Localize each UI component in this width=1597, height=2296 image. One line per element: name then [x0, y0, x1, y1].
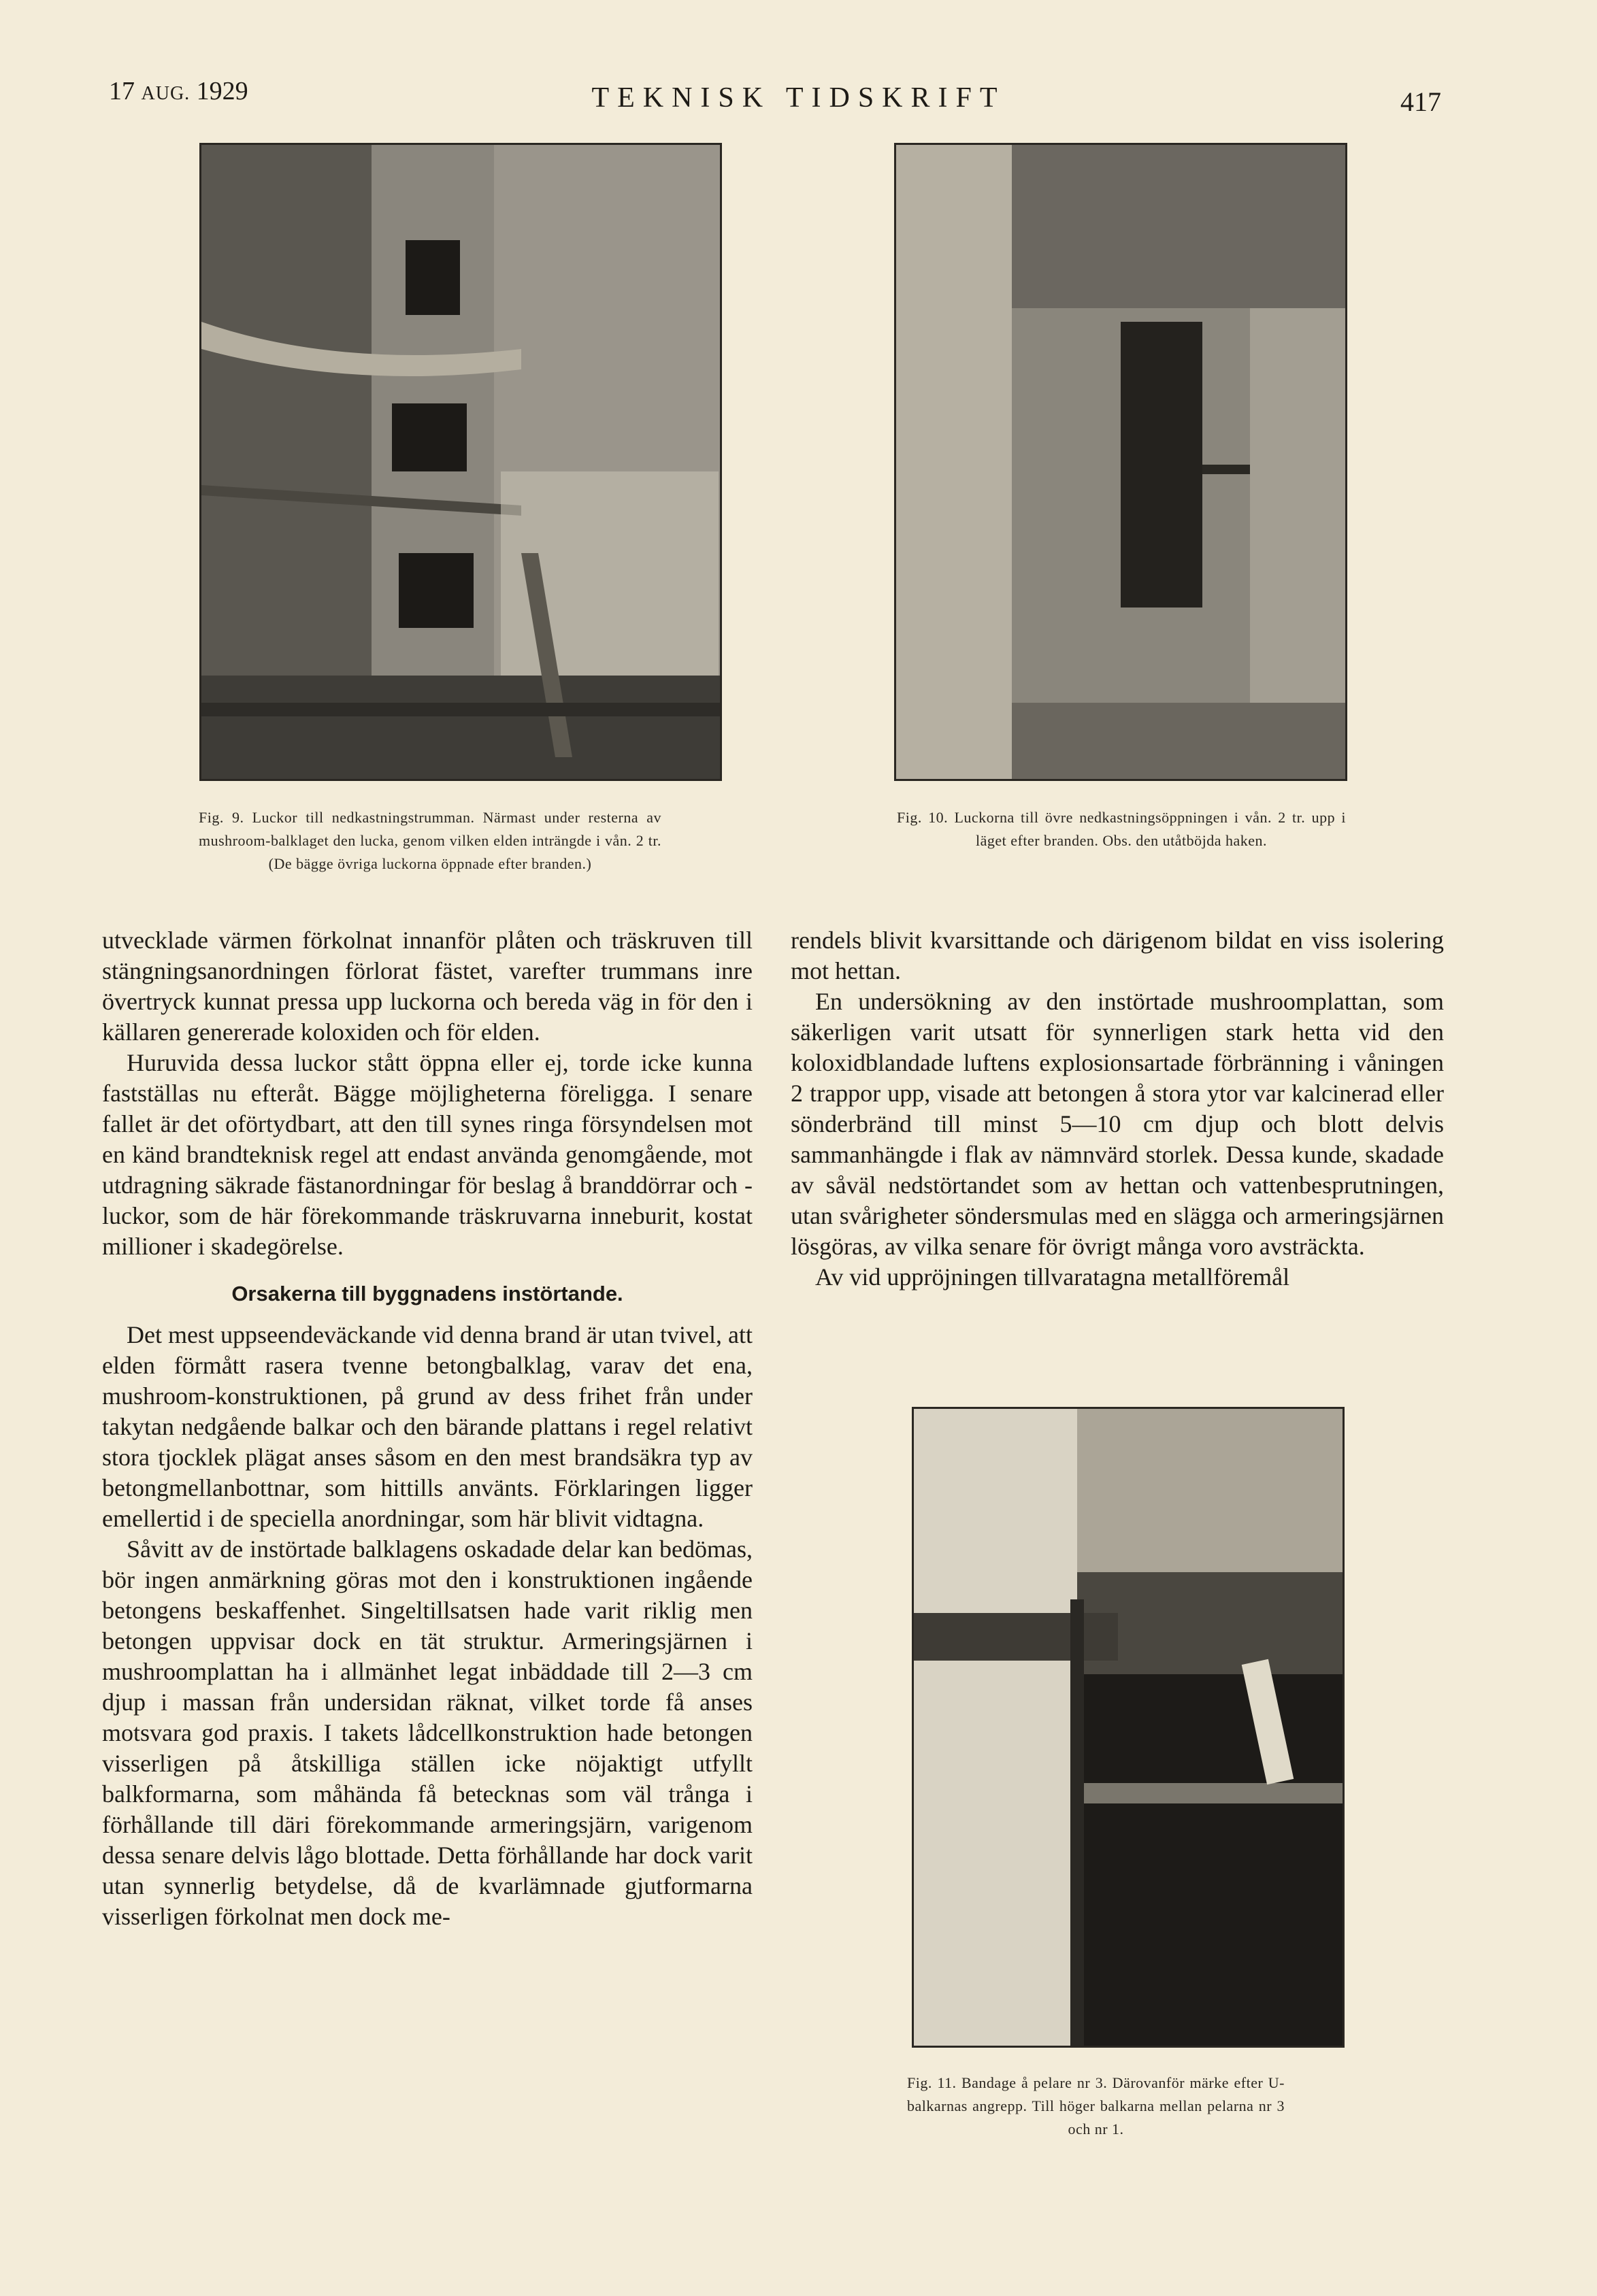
- date-month: AUG.: [141, 83, 191, 104]
- right-column: [791, 925, 1444, 1293]
- figure-9-photo: [199, 143, 722, 781]
- paragraph: Såvitt av de instörtade balklagens oskadade delar kan bedömas, bör ingen anmärkning göras mot den i konstruktionen ingående betongens beskaffenhet. Singeltillsatsen hade varit riklig men betongen uppvisar dock en tät struktur. Armeringsjärnen i mushroomplattan ha i allmänhet legat inbäddade till 2—3 cm djup i massan från undersidan räknat, vilket torde få anses motsvara god praxis. I takets lådcellkonstruktion hade betongen visserligen på åtskilliga ställen icke nöjaktigt utfyllt balkformarna, som måhända få betecknas som väl trånga i förhållande till däri förekommande armeringsjärn, varigenom dessa senare delvis lågo blottade. Detta förhållande har dock varit utan synnerlig betydelse, då de kvarlämnade gjutformarna visserligen förkolnat men dock me-: [102, 1535, 753, 1930]
- page-number: 417: [1400, 86, 1441, 117]
- date-day: 17: [109, 77, 135, 105]
- figure-9-caption: Fig. 9. Luckor till nedkastningstrumman. Närmast under resterna av mushroom-balklaget den lucka, genom vilken elden inträngde i vån. 2 tr. (De bägge övriga luckorna öppnade efter branden.): [199, 809, 661, 872]
- journal-title: TEKNISK TIDSKRIFT: [591, 82, 1006, 114]
- figure-11-photo: [912, 1407, 1345, 2048]
- section-heading: Orsakerna till byggnadens instörtande.: [231, 1282, 623, 1305]
- date-year: 1929: [196, 77, 248, 105]
- paragraph: En undersökning av den instörtade mushroomplattan, som säkerligen varit utsatt för synnerligen stark hetta vid den koloxidblandade luftens explosionsartade förbränning i våningen 2 trappor upp, visade att betongen å stora ytor var kalcinerad eller sönderbränd till minst 5—10 cm djup och blott delvis sammanhängde i flak av nämnvärd storlek. Dessa kunde, skadade av såväl nedstörtandet som av hettan och vattenbesprutningen, utan svårigheter söndersmulas med en slägga och armeringsjärnen lösgöras, av vilka senare för övrigt många voro avsträckta.: [791, 988, 1444, 1260]
- paragraph: Av vid uppröjningen tillvaratagna metallföremål: [815, 1263, 1290, 1291]
- figure-10-photo: [894, 143, 1347, 781]
- paragraph: utvecklade värmen förkolnat innanför plåten och träskruven till stängningsanordningen förlorat fästet, varefter trummans inre övertryck kunnat pressa upp luckorna och bereda väg in för den i källaren genererade koloxiden och för elden.: [102, 927, 753, 1046]
- paragraph: rendels blivit kvarsittande och därigenom bildat en viss isolering mot hettan.: [791, 927, 1444, 984]
- figure-10-caption: Fig. 10. Luckorna till övre nedkastningsöppningen i vån. 2 tr. upp i läget efter branden. Obs. den utåtböjda haken.: [897, 809, 1346, 849]
- figure-11-caption: Fig. 11. Bandage å pelare nr 3. Därovanför märke efter U-balkarnas angrepp. Till höger balkarna mellan pelarna nr 3 och nr 1.: [907, 2074, 1285, 2137]
- left-column: [102, 925, 753, 1932]
- paragraph: Huruvida dessa luckor stått öppna eller ej, torde icke kunna fastställas nu efteråt. Bägge möjligheterna föreligga. I senare fallet är det oförtydbart, att den till synes ringa försyndelsen mot en känd brandteknisk regel att endast använda genomgående, mot utdragning säkrade fästanordningar för beslag å branddörrar och -luckor, som de här förekommande träskruvarna inneburit, kostat millioner i skadegörelse.: [102, 1049, 753, 1260]
- paragraph: Det mest uppseendeväckande vid denna brand är utan tvivel, att elden förmått rasera tvenne betongbalklag, varav det ena, mushroom-konstruktionen, på grund av dess frihet från under takytan nedgående balkar och den bärande plattans i regel relativt stora tjocklek plägat anses såsom en den mest brandsäkra typ av betongmellanbottnar, som hittills använts. Förklaringen ligger emellertid i de speciella anordningar, som här blivit vidtagna.: [102, 1321, 753, 1532]
